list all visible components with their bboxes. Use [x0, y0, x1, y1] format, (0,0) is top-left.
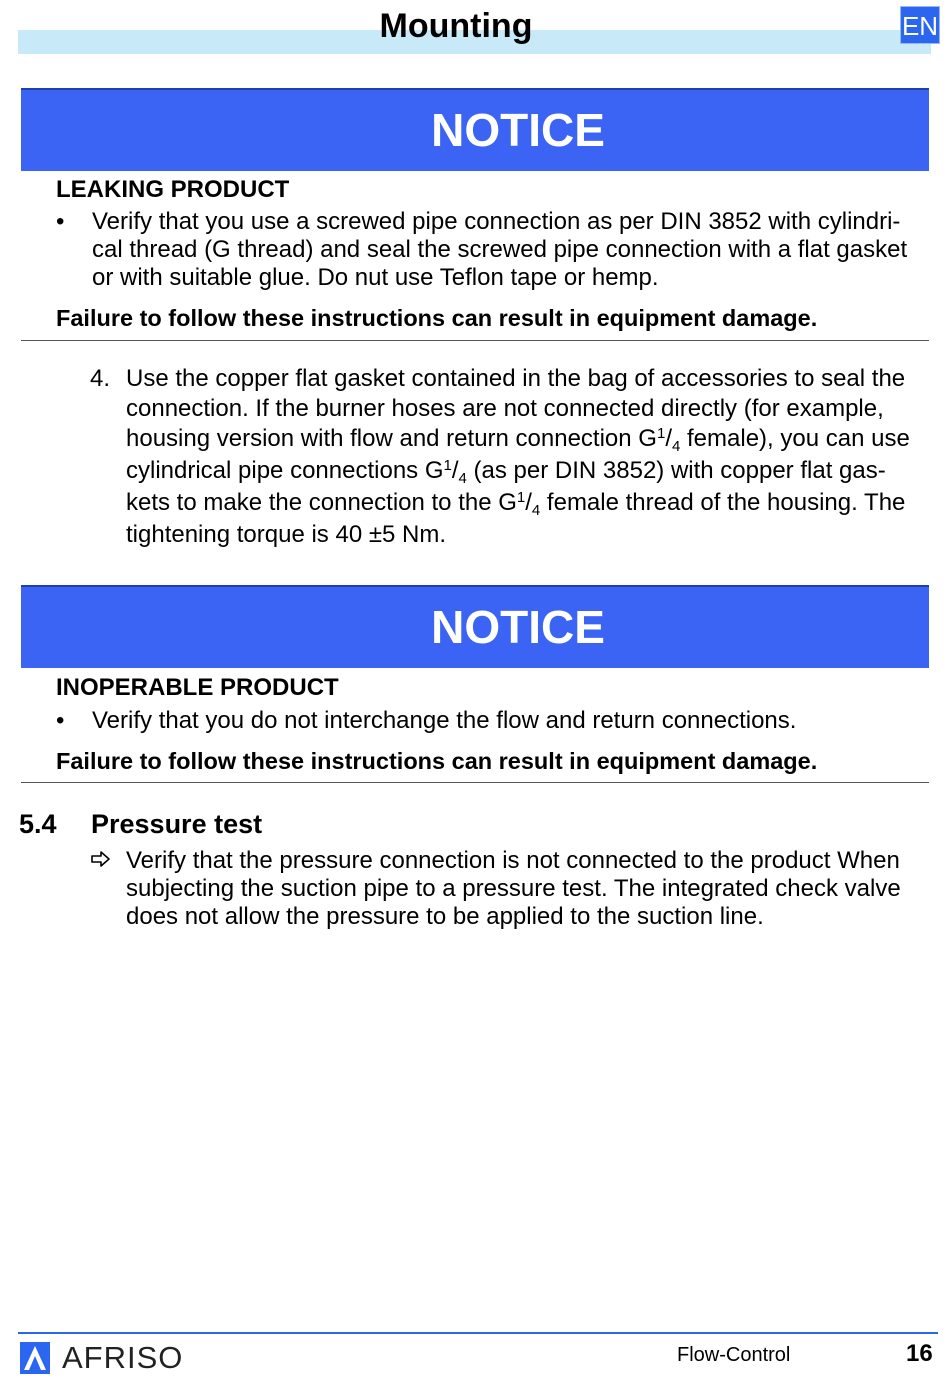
bullet-icon: •	[56, 208, 65, 235]
fraction-slash: /	[451, 457, 459, 484]
consequence-text: Failure to follow these instructions can result in equipment damage.	[56, 748, 818, 774]
fraction-slash: /	[665, 425, 672, 452]
notice-signal-word: NOTICE	[431, 104, 605, 156]
step-text-part: female), you can use	[687, 425, 910, 452]
step-line	[126, 456, 934, 488]
notice-bullet	[56, 208, 936, 292]
notice-divider	[21, 782, 929, 783]
document-name: Flow-Control	[677, 1344, 791, 1366]
step-line	[126, 488, 934, 520]
step-text-part: housing version with flow and return connection G	[126, 425, 657, 452]
step-line: Use the copper flat gasket contained in the bag of accessories to seal the	[126, 365, 906, 392]
fraction-numerator: 1	[443, 457, 452, 474]
hazard-title: LEAKING PRODUCT	[56, 176, 290, 203]
afriso-logo-icon	[20, 1342, 50, 1374]
step-line: connection. If the burner hoses are not connected directly (for example,	[126, 395, 884, 422]
notice-bullet	[56, 707, 936, 735]
bullet-line: or with suitable glue. Do nut use Teflon tape or hemp.	[92, 264, 659, 291]
hazard-title: INOPERABLE PRODUCT	[56, 674, 339, 701]
notice-bullet-text	[92, 208, 937, 292]
fraction-numerator: 1	[656, 425, 666, 442]
instruction-text	[126, 847, 934, 931]
step-text-part: female thread of the housing. The	[546, 489, 906, 516]
instruction-line: Verify that the pressure connection is not connected to the product When	[126, 847, 900, 874]
step-text	[126, 364, 934, 550]
language-badge: EN	[900, 6, 940, 44]
fraction-denominator: 4	[531, 502, 541, 519]
arrow-right-outline-icon	[90, 849, 112, 869]
step-text-part: (as per DIN 3852) with copper flat gas-	[473, 457, 886, 484]
consequence-text: Failure to follow these instructions can result in equipment damage.	[56, 305, 818, 331]
notice-banner	[21, 88, 929, 171]
instruction-line: subjecting the suction pipe to a pressure test. The integrated check valve	[126, 875, 901, 902]
page-title: Mounting	[379, 7, 533, 45]
fraction-denominator: 4	[671, 438, 681, 455]
section-number: 5.4	[19, 809, 57, 839]
step-text-part: cylindrical pipe connections G	[126, 457, 444, 484]
bullet-line: cal thread (G thread) and seal the screwed pipe connection with a flat gasket	[92, 236, 908, 263]
notice-banner	[21, 585, 929, 668]
page-number: 16	[906, 1340, 933, 1367]
step-line	[126, 424, 934, 456]
fraction-denominator: 4	[458, 470, 467, 487]
instruction-line: does not allow the pressure to be applied to the suction line.	[126, 903, 764, 930]
fraction-slash: /	[525, 489, 532, 516]
step-line: tightening torque is 40 ±5 Nm.	[126, 521, 447, 548]
fraction-numerator: 1	[516, 489, 526, 506]
notice-signal-word: NOTICE	[431, 601, 605, 653]
notice-divider	[21, 340, 929, 341]
footer-rule	[18, 1332, 938, 1334]
notice-bullet-text: Verify that you do not interchange the flow and return connections.	[92, 707, 797, 734]
brand-name: AFRISO	[62, 1340, 184, 1375]
step-text-part: kets to make the connection to the G	[126, 489, 517, 516]
section-title: Pressure test	[91, 809, 263, 839]
step-number: 4.	[90, 365, 111, 392]
bullet-line: Verify that you use a screwed pipe connection as per DIN 3852 with cylindri-	[92, 208, 901, 235]
bullet-icon: •	[56, 707, 65, 734]
